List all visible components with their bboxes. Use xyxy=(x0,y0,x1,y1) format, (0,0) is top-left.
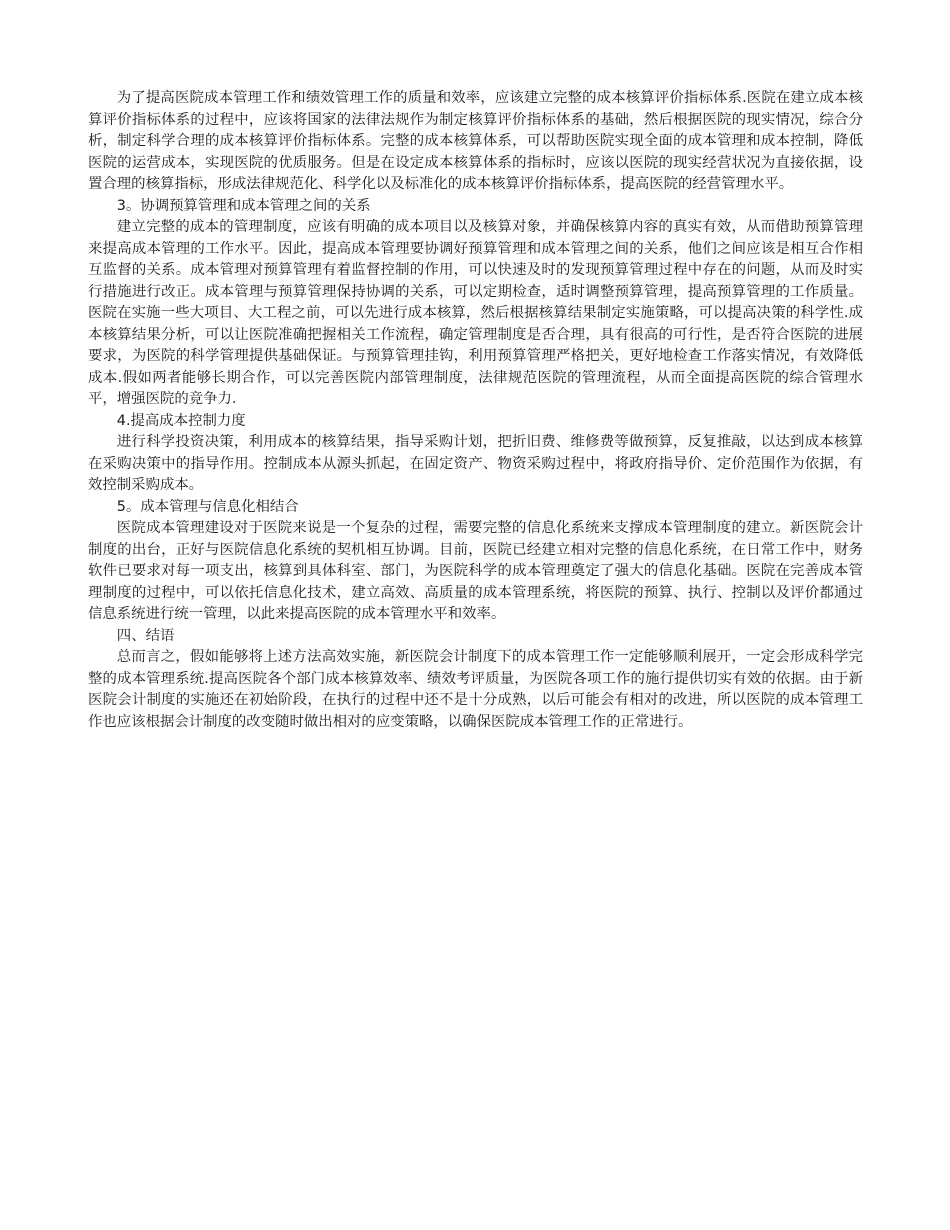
paragraph-conclusion: 总而言之，假如能够将上述方法高效实施，新医院会计制度下的成本管理工作一定能够顺利展开，一定会形成科学完整的成本管理系统.提高医院各个部门成本核算效率、绩效考评质量，为医院各项工作的施行提供切实有效的依据。由于新医院会计制度的实施还在初始阶段，在执行的过程中还不是十分成熟，以后可能会有相对的改进，所以医院的成本管理工作也应该根据会计制度的改变随时做出相对的应变策略，以确保医院成本管理工作的正常进行。 xyxy=(88,649,863,730)
section-heading-cost-control: 4.提高成本控制力度 xyxy=(116,412,246,429)
paragraph-cost-control: 进行科学投资决策，利用成本的核算结果，指导采购计划，把折旧费、维修费等做预算，反复推敲，以达到成本核算在采购决策中的指导作用。控制成本从源头抓起，在固定资产、物资采购过程中，将政府指导价、定价范围作为依据，有效控制采购成本。 xyxy=(88,434,863,493)
section-heading-conclusion: 四、结语 xyxy=(116,627,175,644)
document-body xyxy=(88,88,863,733)
paragraph-budget-coordination: 建立完整的成本的管理制度，应该有明确的成本项目以及核算对象，并确保核算内容的真实有效，从而借助预算管理来提高成本管理的工作水平。因此，提高成本管理要协调好预算管理和成本管理之间的关系，他们之间应该是相互合作相互监督的关系。成本管理对预算管理有着监督控制的作用，可以快速及时的发现预算管理过程中存在的问题，从而及时实行措施进行改正。成本管理与预算管理保持协调的关系，可以定期检查，适时调整预算管理，提高预算管理的工作质量。医院在实施一些大项目、大工程之前，可以先进行成本核算，然后根据核算结果制定实施策略，可以提高决策的科学性.成本核算结果分析，可以让医院准确把握相关工作流程，确定管理制度是否合理，具有很高的可行性，是否符合医院的进展要求，为医院的科学管理提供基础保证。与预算管理挂钩，利用预算管理严格把关，更好地检查工作落实情况，有效降低成本.假如两者能够长期合作，可以完善医院内部管理制度，法律规范医院的管理流程，从而全面提高医院的综合管理水平，增强医院的竞争力. xyxy=(88,219,863,407)
paragraph-informatization: 医院成本管理建设对于医院来说是一个复杂的过程，需要完整的信息化系统来支撑成本管理制度的建立。新医院会计制度的出台，正好与医院信息化系统的契机相互协调。目前，医院已经建立相对完整的信息化系统，在日常工作中，财务软件已要求对每一项支出，核算到具体科室、部门，为医院科学的成本管理奠定了强大的信息化基础。医院在完善成本管理制度的过程中，可以依托信息化技术，建立高效、高质量的成本管理系统，将医院的预算、执行、控制以及评价都通过信息系统进行统一管理，以此来提高医院的成本管理水平和效率。 xyxy=(88,520,863,622)
paragraph-indicator-system: 为了提高医院成本管理工作和绩效管理工作的质量和效率，应该建立完整的成本核算评价指标体系.医院在建立成本核算评价指标体系的过程中，应该将国家的法律法规作为制定核算评价指标体系的基础，然后根据医院的现实情况，综合分析，制定科学合理的成本核算评价指标体系。完整的成本核算体系，可以帮助医院实现全面的成本管理和成本控制，降低医院的运营成本，实现医院的优质服务。但是在设定成本核算体系的指标时，应该以医院的现实经营状况为直接依据，设置合理的核算指标，形成法律规范化、科学化以及标准化的成本核算评价指标体系，提高医院的经营管理水平。 xyxy=(88,90,863,192)
section-heading-budget-coordination: 3。协调预算管理和成本管理之间的关系 xyxy=(116,197,371,214)
section-heading-informatization: 5。成本管理与信息化相结合 xyxy=(116,498,299,515)
